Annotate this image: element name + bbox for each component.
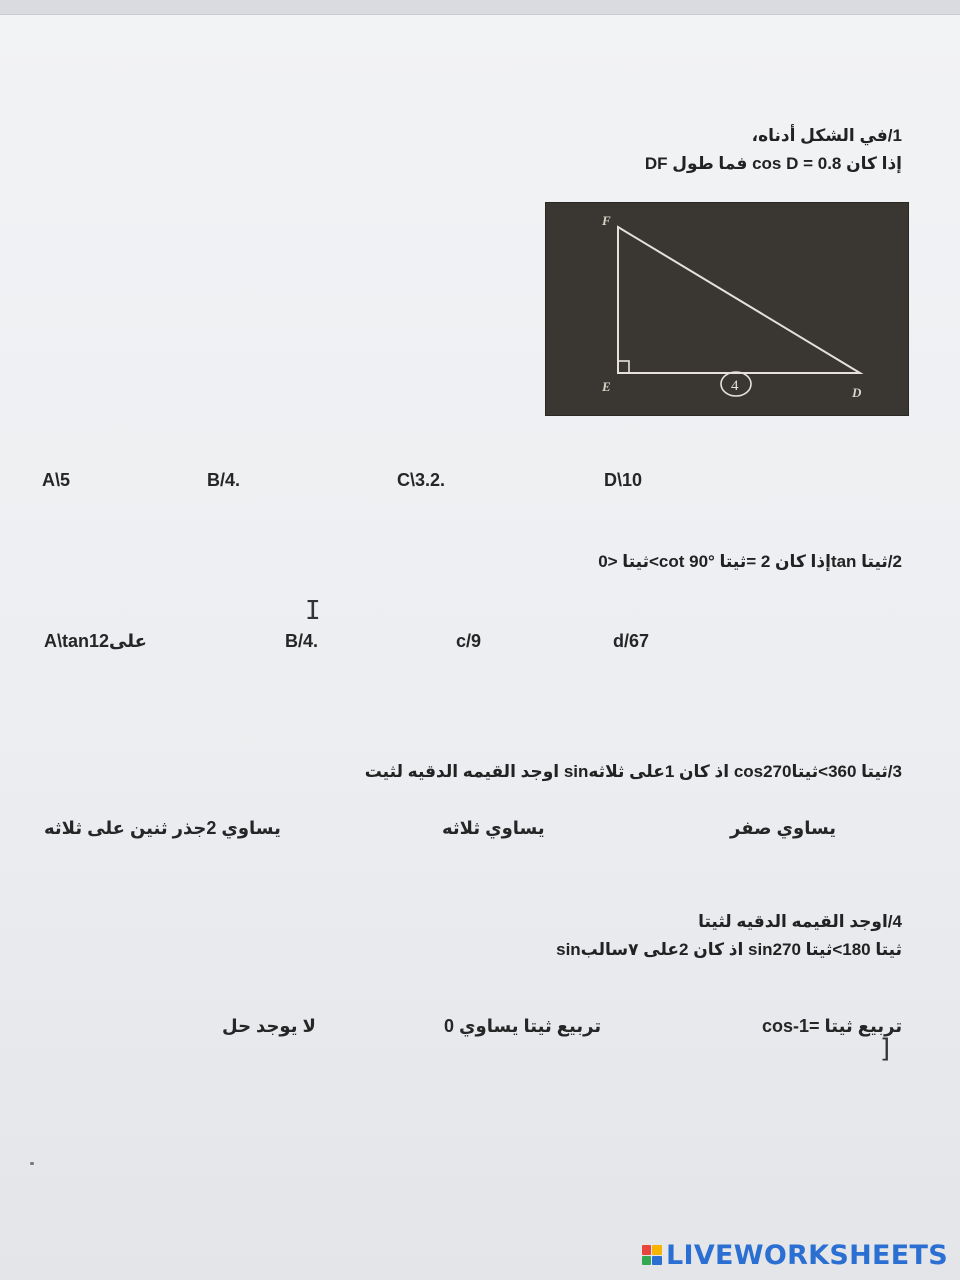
q1-option-d[interactable]: D\10 — [604, 470, 643, 490]
q2-option-a[interactable]: A\tan1على2 — [44, 631, 147, 651]
q4-title: 4/اوجد القيمه الدقيه لثيتا — [698, 912, 902, 931]
q2-option-b[interactable]: B/4. — [285, 631, 319, 651]
vertex-label-f: F — [602, 213, 611, 228]
q3-option-1[interactable]: يساوي 2جذر ثنين على ثلاثه — [44, 818, 281, 838]
vertex-label-e: E — [602, 379, 611, 394]
q4-option-3[interactable]: cos-1= تربيع ثيتا — [762, 1016, 903, 1036]
q3-prompt: 3/ثيتا 360>ثيتاcos270 اذ كان 1على ثلاثهsin اوجد القيمه الدقيه لثيت — [364, 762, 902, 781]
right-angle-marker — [618, 361, 629, 373]
triangle-diagram — [546, 203, 908, 415]
q2-option-c[interactable]: c/9 — [456, 631, 482, 651]
side-length-label: 4 — [731, 378, 739, 394]
q4-prompt: sinاذ كان 2على ٧سالب sinثيتا 180>ثيتا 270 — [556, 940, 902, 959]
triangle-def — [618, 227, 860, 373]
text-cursor-icon: I — [305, 596, 321, 626]
bracket-mark: ] — [880, 1034, 891, 1064]
worksheet-page — [0, 14, 960, 1280]
q3-option-3[interactable]: يساوي صفر — [730, 818, 837, 838]
q4-option-1[interactable]: لا يوجد حل — [222, 1016, 316, 1036]
q1-title: 1/في الشكل أدناه، — [751, 126, 902, 145]
liveworksheets-logo — [642, 1240, 948, 1270]
logo-grid-icon — [642, 1245, 662, 1265]
q1-option-c[interactable]: C\3.2. — [397, 470, 446, 490]
q1-option-a[interactable]: A\5 — [42, 470, 71, 490]
top-frame-band — [0, 0, 960, 15]
q1-prompt: إذا كان cos D = 0.8 فما طول DF — [644, 154, 902, 173]
logo-text: LIVEWORKSHEETS — [665, 1239, 948, 1271]
q3-option-2[interactable]: يساوي ثلاثه — [442, 818, 545, 838]
q1-triangle-figure — [545, 202, 909, 416]
q2-option-d[interactable]: d/67 — [613, 631, 650, 651]
paper-speck — [30, 1162, 34, 1165]
vertex-label-d: D — [852, 385, 862, 400]
q4-option-2[interactable]: تربيع ثيتا يساوي 0 — [444, 1016, 602, 1036]
q1-option-b[interactable]: B/4. — [207, 470, 241, 490]
q2-prompt: 2/ثيتا tanإذا كان 2 =ثيتا cot 90°>ثيتا <0 — [598, 552, 902, 571]
